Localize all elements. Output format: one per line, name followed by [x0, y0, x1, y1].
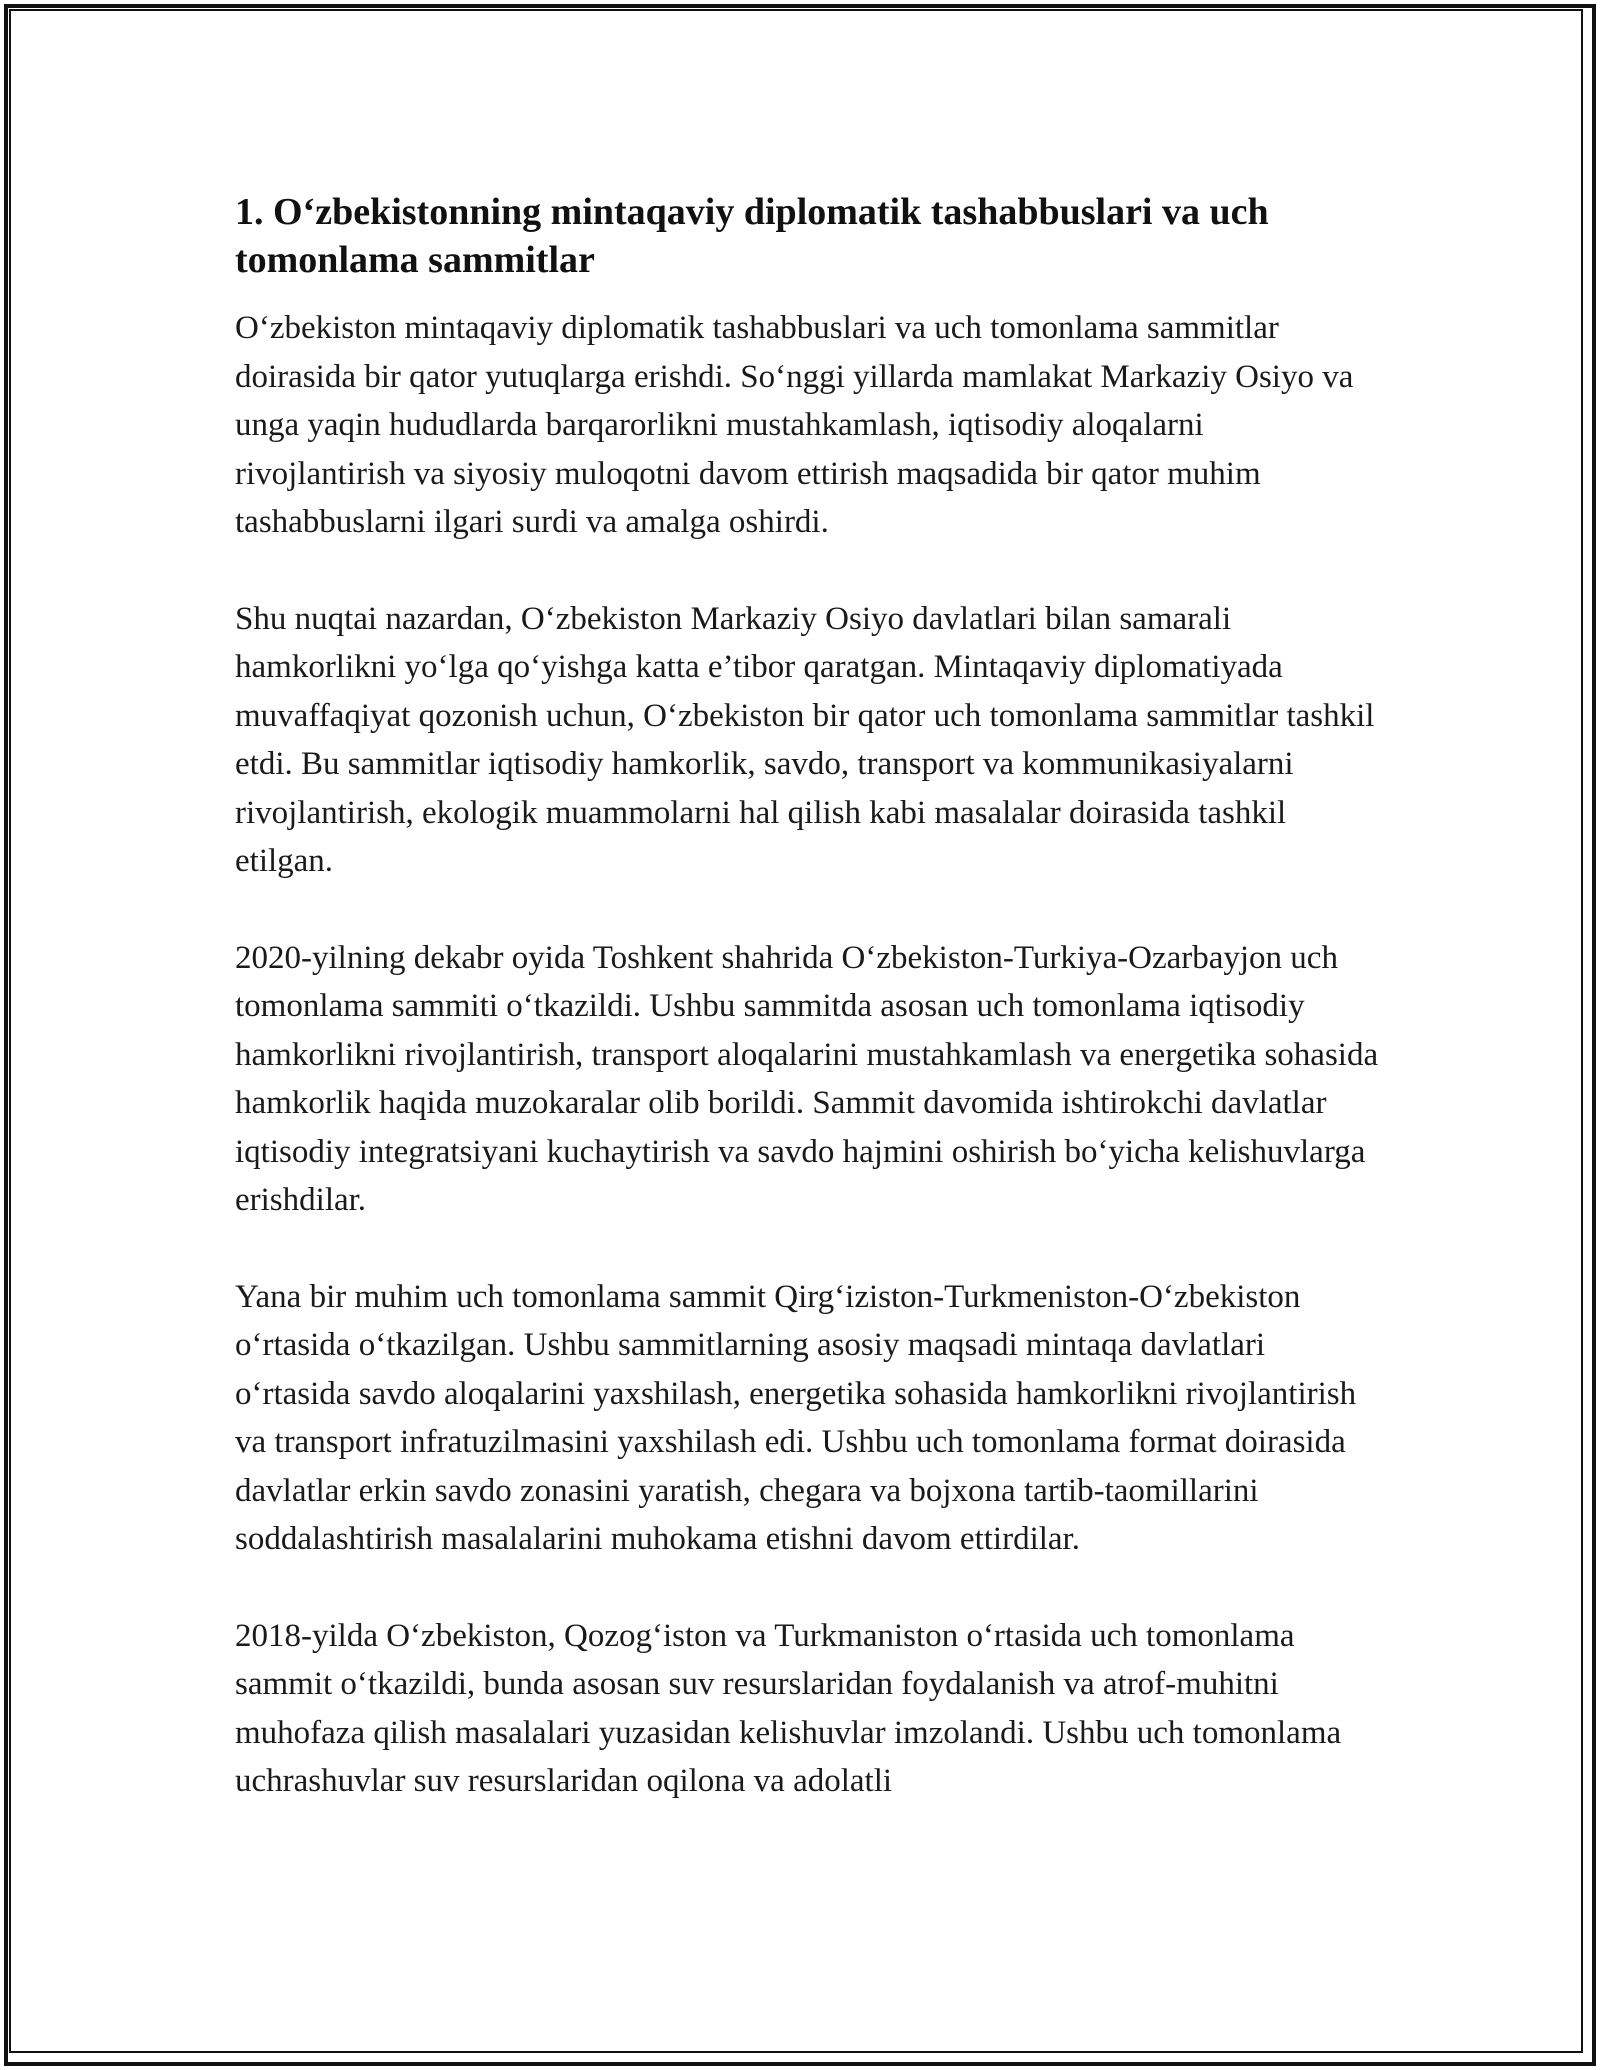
document-body [235, 188, 1380, 1854]
paragraph-2: Shu nuqtai nazardan, O‘zbekiston Markaziy Osiyo davlatlari bilan samarali hamkorlikni yo‘lga qo‘yishga katta e’tibor qaratgan. Mintaqaviy diplomatiyada muvaffaqiyat qozonish uchun, O‘zbekiston bir qator uch tomonlama sammitlar tashkil etdi. Bu sammitlar iqtisodiy hamkorlik, savdo, transport va kommunikasiyalarni rivojlantirish, ekologik muammolarni hal qilish kabi masalalar doirasida tashkil etilgan. [235, 600, 1375, 879]
paragraph-5: 2018-yilda O‘zbekiston, Qozog‘iston va Turkmaniston o‘rtasida uch tomonlama sammit o‘tkazildi, bunda asosan suv resurslaridan foydalanish va atrof-muhitni muhofaza qilish masalalari yuzasidan kelishuvlar imzolandi. Ushbu uch tomonlama uchrashuvlar suv resurslaridan oqilona va adolatli [235, 1617, 1342, 1799]
paragraph-1: O‘zbekiston mintaqaviy diplomatik tashabbuslari va uch tomonlama sammitlar doirasida bir qator yutuqlarga erishdi. So‘nggi yillarda mamlakat Markaziy Osiyo va unga yaqin hududlarda barqarorlikni mustahkamlash, iqtisodiy aloqalarni rivojlantirish va siyosiy muloqotni davom ettirish maqsadida bir qator muhim tashabbuslarni ilgari surdi va amalga oshirdi. [235, 310, 1354, 540]
paragraph-4: Yana bir muhim uch tomonlama sammit Qirg‘iziston-Turkmeniston-O‘zbekiston o‘rtasida o‘tkazilgan. Ushbu sammitlarning asosiy maqsadi mintaqa davlatlari o‘rtasida savdo aloqalarini yaxshilash, energetika sohasida hamkorlikni rivojlantirish va transport infratuzilmasini yaxshilash edi. Ushbu uch tomonlama format doirasida davlatlar erkin savdo zonasini yaratish, chegara va bojxona tartib-taomillarini soddalashtirish masalalarini muhokama etishni davom ettirdilar. [235, 1278, 1357, 1557]
paragraph-3: 2020-yilning dekabr oyida Toshkent shahrida O‘zbekiston-Turkiya-Ozarbayjon uch tomonlama sammiti o‘tkazildi. Ushbu sammitda asosan uch tomonlama iqtisodiy hamkorlikni rivojlantirish, transport aloqalarini mustahkamlash va energetika sohasida hamkorlik haqida muzokaralar olib borildi. Sammit davomida ishtirokchi davlatlar iqtisodiy integratsiyani kuchaytirish va savdo hajmini oshirish bo‘yicha kelishuvlarga erishdilar. [235, 939, 1379, 1218]
section-heading: 1. O‘zbekistonning mintaqaviy diplomatik tashabbuslari va uch tomonlama sammitlar [235, 191, 1269, 281]
